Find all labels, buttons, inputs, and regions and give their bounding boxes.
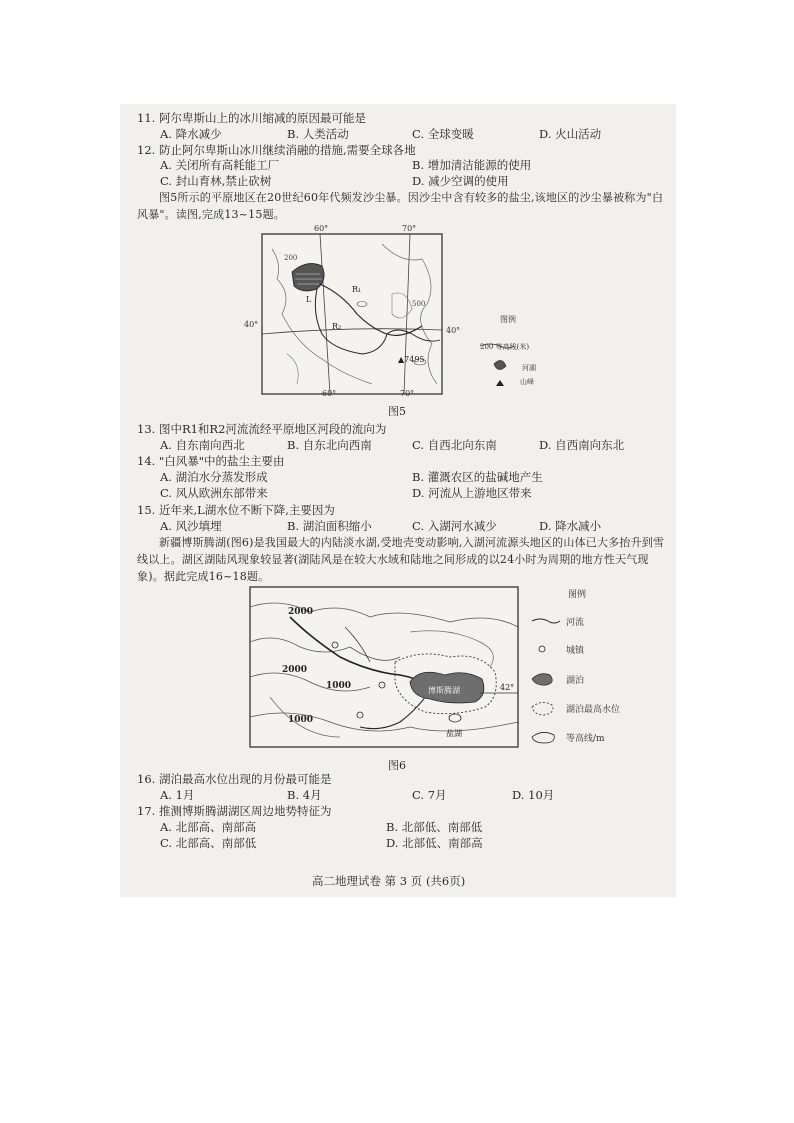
fig5-lake-l: L bbox=[306, 295, 312, 304]
q17-option-a: A. 北部高、南部高 bbox=[160, 820, 257, 834]
q14-option-d: D. 河流从上游地区带来 bbox=[412, 486, 532, 500]
q15-option-c: C. 入湖河水减少 bbox=[412, 519, 497, 533]
fig6-contour-1000-b: 1000 bbox=[288, 715, 314, 725]
q11-option-d: D. 火山活动 bbox=[539, 127, 602, 141]
fig5-legend-peak: 山峰 bbox=[520, 378, 534, 386]
fig6-contour-2000-a: 2000 bbox=[288, 607, 314, 617]
q12-option-b: B. 增加清洁能源的使用 bbox=[412, 158, 532, 172]
q17-option-b: B. 北部低、南部低 bbox=[386, 820, 483, 834]
page-footer: 高二地理试卷 第 3 页 (共6页) bbox=[312, 874, 466, 888]
q11-option-c: C. 全球变暖 bbox=[412, 127, 474, 141]
figure-6-map bbox=[250, 587, 650, 755]
fig6-legend-title: 图例 bbox=[568, 590, 587, 600]
fig5-legend-title: 图例 bbox=[500, 315, 516, 324]
q11-option-a: A. 降水减少 bbox=[160, 127, 222, 141]
q13-option-a: A. 自东南向西北 bbox=[160, 438, 245, 452]
q12-stem: 12. 防止阿尔卑斯山冰川继续消融的措施,需要全球各地 bbox=[137, 143, 416, 157]
q16-stem: 16. 湖泊最高水位出现的月份最可能是 bbox=[137, 772, 332, 786]
intro-fig6: 新疆博斯腾湖(图6)是我国最大的内陆淡水湖,受地壳变动影响,入湖河流源头地区的山体已大多抬升到雪线以上。湖区湖陆风现象较显著(湖陆风是在较大水域和陆地之间形成的以24小时为周期的地方性天气现象)。据此完成16~18题。 bbox=[137, 536, 665, 583]
fig6-legend-maxlevel: 湖泊最高水位 bbox=[566, 705, 621, 715]
q11-option-b: B. 人类活动 bbox=[287, 127, 349, 141]
fig5-contour-200: 200 bbox=[284, 254, 298, 262]
q14-option-b: B. 灌溉农区的盐碱地产生 bbox=[412, 470, 543, 484]
q14-stem: 14. "白风暴"中的盐尘主要由 bbox=[137, 454, 285, 468]
lake-icon bbox=[532, 674, 552, 685]
figure-5-map bbox=[244, 224, 662, 398]
q17-stem: 17. 推测博斯腾湖湖区周边地势特征为 bbox=[137, 804, 332, 818]
q16-option-d: D. 10月 bbox=[512, 788, 555, 802]
fig5-lon-bot-2: 70° bbox=[400, 389, 415, 398]
q13-stem: 13. 图中R1和R2河流流经平原地区河段的流向为 bbox=[137, 422, 387, 436]
fig5-r1: R₁ bbox=[352, 285, 362, 294]
q17-option-d: D. 北部低、南部高 bbox=[386, 836, 483, 850]
fig6-lat: 42° bbox=[500, 683, 515, 692]
q16-option-a: A. 1月 bbox=[160, 788, 195, 802]
q12-option-c: C. 封山育林,禁止砍树 bbox=[160, 174, 272, 188]
peak-icon bbox=[496, 380, 504, 386]
fig6-lake-name: 博斯腾湖 bbox=[428, 686, 460, 695]
q12-option-d: D. 减少空调的使用 bbox=[412, 174, 509, 188]
fig6-contour-2000-b: 2000 bbox=[282, 665, 308, 675]
q15-option-b: B. 湖泊面积缩小 bbox=[287, 519, 372, 533]
fig5-legend-contour: 200 等高线(米) bbox=[480, 343, 530, 351]
q12-option-a: A. 关闭所有高耗能工厂 bbox=[160, 158, 280, 172]
q15-option-d: D. 降水减小 bbox=[539, 519, 602, 533]
fig5-contour-500: 500 bbox=[412, 300, 426, 308]
q15-option-a: A. 风沙填埋 bbox=[160, 519, 222, 533]
q14-option-c: C. 风从欧洲东部带来 bbox=[160, 486, 268, 500]
q17-option-c: C. 北部高、南部低 bbox=[160, 836, 257, 850]
fig5-r2: R₂ bbox=[332, 322, 342, 331]
fig6-contour-1000-a: 1000 bbox=[326, 681, 352, 691]
fig6-legend-town: 城镇 bbox=[566, 646, 585, 656]
max-water-level-icon bbox=[532, 702, 553, 715]
fig5-lat-left: 40° bbox=[244, 320, 259, 329]
fig5-legend-river-lake: 河湖 bbox=[522, 364, 536, 372]
contour-icon bbox=[532, 732, 554, 743]
q13-option-d: D. 自西南向东北 bbox=[539, 438, 625, 452]
q14-option-a: A. 湖泊水分蒸发形成 bbox=[160, 470, 268, 484]
fig5-lon-bot-1: 60° bbox=[322, 389, 337, 398]
q16-option-b: B. 4月 bbox=[287, 788, 322, 802]
q13-option-b: B. 自东北向西南 bbox=[287, 438, 372, 452]
q15-stem: 15. 近年来,L湖水位不断下降,主要因为 bbox=[137, 503, 335, 517]
fig5-caption: 图5 bbox=[388, 405, 406, 418]
town-icon bbox=[539, 646, 545, 652]
q16-option-c: C. 7月 bbox=[412, 788, 447, 802]
intro-fig5: 图5所示的平原地区在20世纪60年代频发沙尘暴。因沙尘中含有较多的盐尘,该地区的沙尘暴被称为"白风暴"。读图,完成13~15题。 bbox=[137, 191, 664, 221]
fig5-peak-7495: ▲7495 bbox=[398, 355, 425, 364]
fig5-lon-top-2: 70° bbox=[402, 224, 417, 233]
fig6-legend-contour: 等高线/m bbox=[566, 734, 605, 744]
fig6-legend-lake: 湖泊 bbox=[566, 676, 585, 686]
fig5-lat-right: 40° bbox=[446, 326, 461, 335]
fig5-lon-top-1: 60° bbox=[314, 224, 329, 233]
river-icon bbox=[532, 619, 560, 623]
q13-option-c: C. 自西北向东南 bbox=[412, 438, 497, 452]
q11-stem: 11. 阿尔卑斯山上的冰川缩减的原因最可能是 bbox=[137, 111, 366, 125]
fig6-caption: 图6 bbox=[388, 759, 406, 772]
fig6-legend-river: 河流 bbox=[566, 618, 585, 628]
fig6-salt-lake: 盐湖 bbox=[446, 729, 462, 738]
